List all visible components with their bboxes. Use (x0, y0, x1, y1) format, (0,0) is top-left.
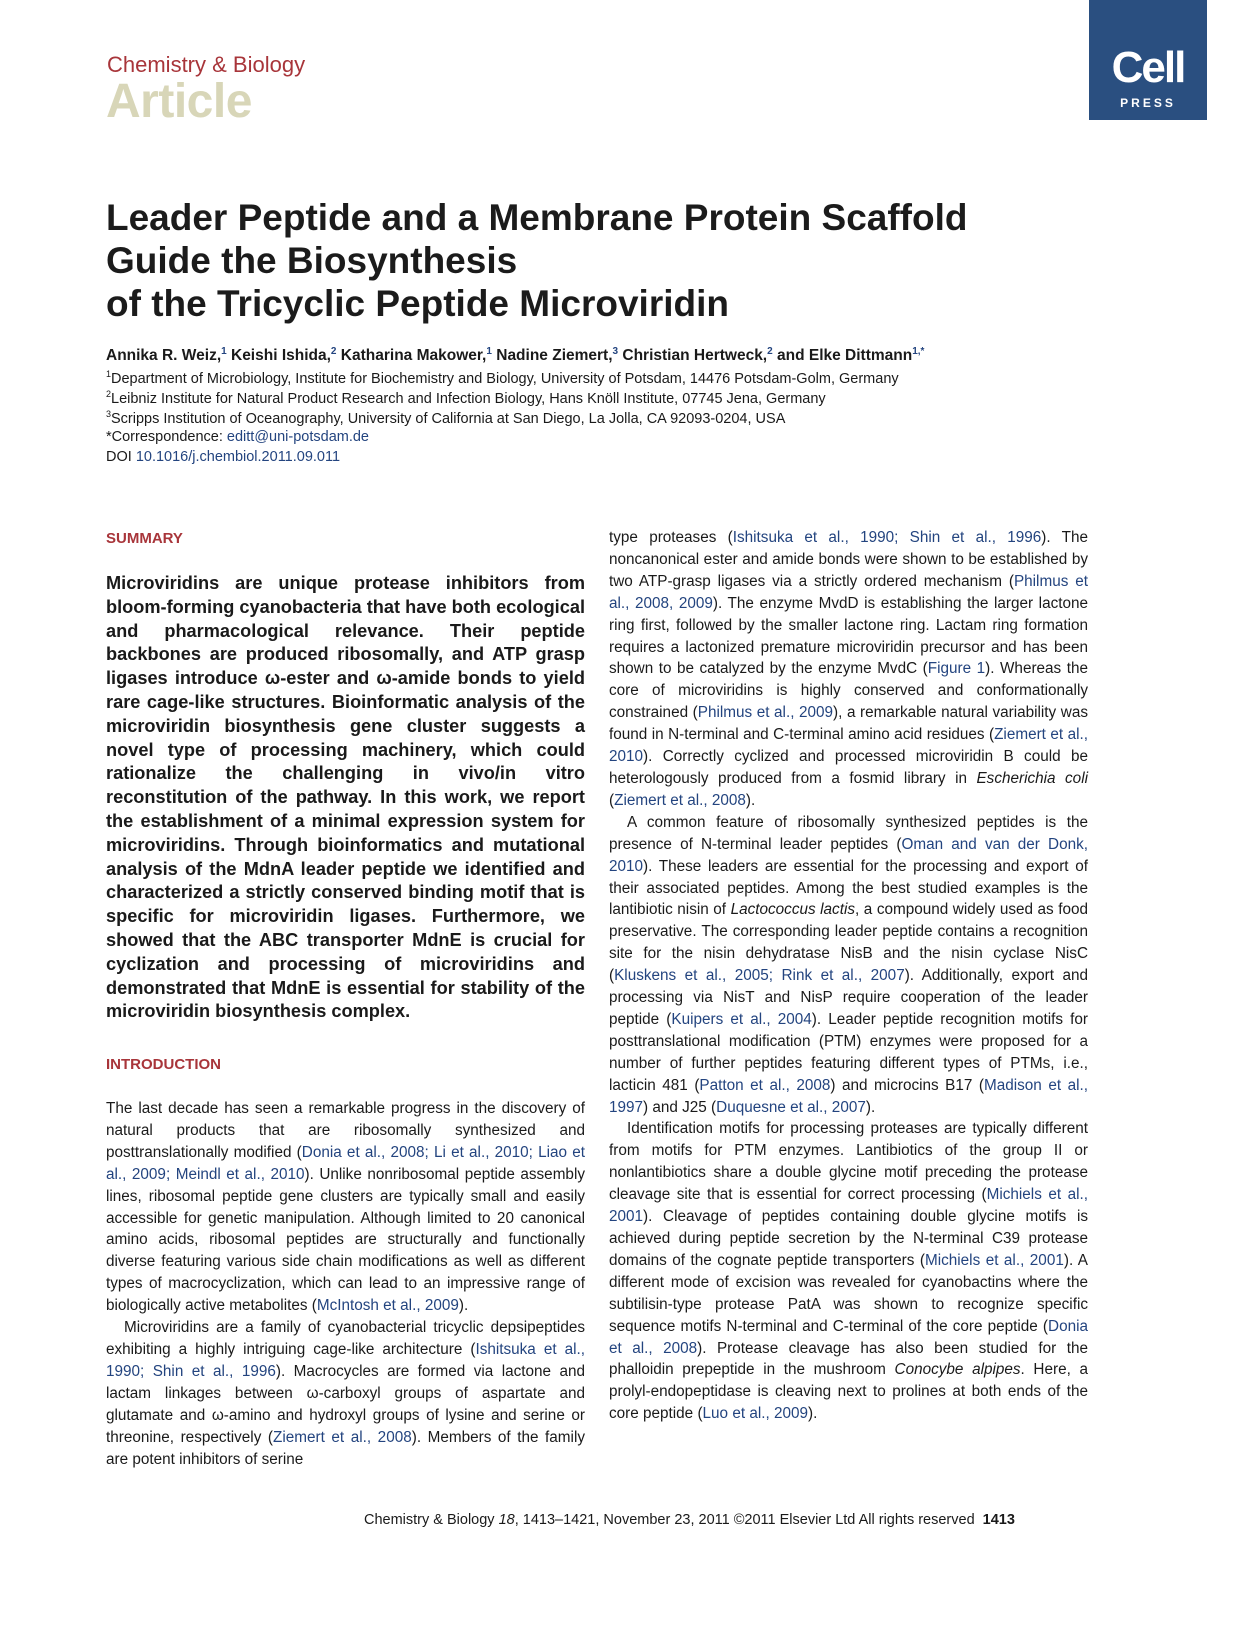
summary-heading: SUMMARY (106, 530, 183, 547)
italic-text: Lactococcus lactis (730, 901, 856, 919)
paragraph-text: ). Unlike nonribosomal peptide assembly lines, ribosomal peptide gene clusters are typically small and easily accessible for genetic manipulation. Although limited to 20 canonical amino acids, ribosomal peptides are structurally and functionally diverse featuring various side chain modifications as well as different types of macrocyclization, which can lead to an impressive range of biologically active metabolites ( (106, 1165, 585, 1315)
author-name: Katharina Makower, (336, 347, 487, 365)
citation-link[interactable]: Philmus et al., 2009 (697, 704, 834, 722)
page-number: 1413 (982, 1512, 1015, 1528)
citation-link[interactable]: Patton et al., 2008 (699, 1076, 831, 1094)
paragraph-text: The last decade has seen a remarkable progress in the discovery of natural products that are ribosomally synthesized and posttranslationally modified ( (106, 1100, 585, 1161)
paragraph-text: Identification motifs for processing proteases are typically different from motifs for PTM enzymes. Lantibiotics of the group II or nonlantibiotics share a double glycine motif preceding the protease cleavage site that is essential for correct processing ( (609, 1120, 1088, 1204)
author-affil-ref[interactable]: 1 (221, 346, 227, 357)
article-title (106, 196, 1116, 325)
paragraph-text: ). Leader peptide recognition motifs for posttranslational modification (PTM) enzymes were proposed for a number of further peptides featuring different types of PTMs, i.e., lacticin 481 ( (609, 1010, 1088, 1094)
affiliation: $^1$Department of Microbiology, Institute for Biochemistry and Biology, University of Potsdam, 14476 Potsdam-Golm, Germany (106, 369, 899, 387)
paragraph-text: ). Correctly cyclized and processed microviridin B could be heterologously produced from a fosmid library in (609, 748, 1088, 787)
paragraph-text: ). Whereas the core of microviridins is highly conserved and conformationally constrained ( (609, 660, 1088, 722)
logo-subtext: PRESS (1120, 96, 1176, 110)
correspondence: *Correspondence: editt@uni-potsdam.de (106, 429, 369, 445)
title-line: of the Tricyclic Peptide Microviridin (106, 283, 729, 324)
citation-link[interactable]: Figure 1 (927, 660, 986, 678)
paragraph-text: A common feature of ribosomally synthesized peptides is the presence of N-terminal leader peptides ( (609, 813, 1088, 853)
summary-text: Microviridins are unique protease inhibitors from bloom-forming cyanobacteria that have both ecological and pharmacological relevance. Their peptide backbones are produced ribosomally, and ATP grasp ligases introduce ω-ester and ω-amide bonds to yield rare cage-like structures. Bioinformatic analysis of the microviridin biosynthesis gene cluster suggests a novel type of processing machinery, which could rationalize the challenging in vivo/in vitro reconstitution of the pathway. In this work, we report the establishment of a minimal expression system for microviridins. Through bioinformatics and mutational analysis of the MdnA leader peptide we identified and characterized a strictly conserved binding motif that is specific for microviridin ligases. Furthermore, we showed that the ABC transporter MdnE is crucial for cyclization and processing of microviridins and demonstrated that MdnE is essential for stability of the microviridin biosynthesis complex. (106, 573, 586, 1022)
introduction-heading: INTRODUCTION (106, 1056, 221, 1073)
citation-link[interactable]: Duquesne et al., 2007 (716, 1098, 866, 1116)
doi: DOI 10.1016/j.chembiol.2011.09.011 (106, 449, 341, 465)
paragraph-text: ). Protease cleavage has also been studied for the phalloidin prepeptide in the mushroom (609, 1339, 1088, 1379)
paragraph-text: ). Members of the family are potent inhibitors of serine (106, 1428, 585, 1468)
citation-link[interactable]: Ishitsuka et al., 1990; Shin et al., 1996 (732, 529, 1042, 546)
title-line: Guide the Biosynthesis (106, 240, 518, 281)
italic-text: Conocybe alpipes (894, 1361, 1021, 1379)
paragraph-text: ). A different mode of excision was revealed for cyanobactins where the subtilisin-type protease PatA was shown to recognize specific sequence motifs N-terminal and C-terminal of the core peptide ( (609, 1251, 1089, 1335)
author-list (106, 346, 1146, 365)
correspondence-email-link[interactable]: editt@uni-potsdam.de (226, 429, 369, 445)
affiliation: $^3$Scripps Institution of Oceanography, University of California at San Diego, La Jolla, CA 92093-0204, USA (106, 409, 786, 427)
citation-link[interactable]: Michiels et al., 2001 (924, 1251, 1064, 1269)
paragraph-text: ). The noncanonical ester and amide bonds were shown to be established by two ATP-grasp ligases via a strictly ordered mechanism ( (609, 529, 1088, 590)
author-affil-ref[interactable]: 2 (330, 346, 337, 357)
affiliation: $^2$Leibniz Institute for Natural Product Research and Infection Biology, Hans Knöll Institute, 07745 Jena, Germany (106, 389, 826, 407)
author-affil-ref[interactable]: 1 (486, 346, 492, 357)
citation-link[interactable]: Donia et al., 2008 (609, 1317, 1088, 1357)
author-affil-ref[interactable]: 3 (612, 346, 619, 357)
paragraph-text: type proteases ( (609, 529, 733, 546)
paragraph-text: ). Cleavage of peptides containing double glycine motifs is achieved during peptide secretion by the N-terminal C39 protease domains of the cognate peptide transporters ( (609, 1208, 1088, 1269)
author-affil-ref[interactable]: 2 (767, 346, 773, 357)
paragraph-text: , a compound widely used as food preservative. The corresponding leader peptide contains a recognition site for the nisin dehydratase NisB and the nisin cyclase NisC ( (609, 901, 1088, 985)
italic-text: Escherichia coli (976, 769, 1088, 787)
paragraph-text: ). (865, 1098, 876, 1116)
citation-link[interactable]: Ziemert et al., 2010 (609, 726, 1088, 766)
body-paragraph (609, 527, 1088, 812)
body-paragraph (609, 1118, 1088, 1425)
author-affil-ref[interactable]: 1,* (912, 346, 925, 357)
citation-link[interactable]: Michiels et al., 2001 (609, 1186, 1088, 1226)
paragraph-text: ) and J25 ( (643, 1098, 717, 1116)
citation-link[interactable]: Madison et al., 1997 (609, 1076, 1089, 1116)
journal-name: Chemistry & Biology (107, 52, 306, 77)
paragraph-text: ). The enzyme MvdD is establishing the larger lactone ring first, followed by the smaller lactone ring. Lactam ring formation requires a lactonized premature microviridin precursor and has been shown to be catalyzed by the enzyme MvdC ( (609, 594, 1089, 678)
paragraph-text: ), a remarkable natural variability was found in N-terminal and C-terminal amino acid residues ( (609, 704, 1088, 744)
paragraph-text: ) and microcins B17 ( (830, 1076, 984, 1094)
body-paragraph (106, 1098, 585, 1317)
citation-link[interactable]: Kuipers et al., 2004 (671, 1010, 812, 1028)
citation-link[interactable]: Donia et al., 2008; Li et al., 2010; Liao et al., 2009; Meindl et al., 2010 (106, 1143, 586, 1183)
title-line: Leader Peptide and a Membrane Protein Scaffold (106, 197, 968, 238)
page-footer: Chemistry & Biology 18, 1413–1421, November 23, 2011 ©2011 Elsevier Ltd All rights reserved 1413 (364, 1512, 1015, 1528)
citation-link[interactable]: Ishitsuka et al., 1990; Shin et al., 1996 (106, 1340, 585, 1380)
paragraph-text: ). (745, 791, 756, 809)
right-column-body (609, 527, 1088, 1425)
paragraph-text: Microviridins are a family of cyanobacterial tricyclic depsipeptides exhibiting a highly intriguing cage-like architecture ( (106, 1319, 585, 1358)
body-paragraph (609, 812, 1088, 1119)
author-name: Keishi Ishida, (226, 347, 331, 365)
author-name: Christian Hertweck, (618, 347, 768, 365)
author-name: Nadine Ziemert, (491, 347, 613, 365)
logo-wordmark: Cell (1111, 43, 1185, 92)
paragraph-text: . Here, a prolyl-endopeptidase is cleaving next to prolines at both ends of the core peptide ( (609, 1361, 1088, 1423)
paragraph-text: ). (808, 1405, 818, 1423)
paragraph-text: ). Macrocycles are formed via lactone and lactam linkages between ω-carboxyl groups of aspartate and glutamate and ω-amino and hydroxyl groups of lysine and serine or threonine, respectively ( (106, 1362, 586, 1446)
author-name: Annika R. Weiz, (106, 347, 222, 365)
paragraph-text: ). (458, 1297, 469, 1315)
left-column-body (106, 1098, 585, 1470)
paragraph-text: ). Additionally, export and processing via NisT and NisP require cooperation of the leader peptide ( (609, 967, 1088, 1028)
article-type-label: Article (106, 75, 252, 128)
citation-link[interactable]: McIntosh et al., 2009 (316, 1297, 459, 1315)
body-paragraph (106, 1317, 585, 1470)
citation-link[interactable]: Philmus et al., 2008, 2009 (609, 572, 1088, 612)
citation-link[interactable]: Ziemert et al., 2008 (614, 791, 746, 809)
citation-link[interactable]: Oman and van der Donk, 2010 (609, 835, 1088, 875)
citation-link[interactable]: Ziemert et al., 2008 (273, 1428, 412, 1446)
paragraph-text: ). These leaders are essential for the processing and export of their associated peptides. Among the best studied examples is the lantibiotic nisin of (609, 857, 1088, 919)
citation-link[interactable]: Kluskens et al., 2005; Rink et al., 2007 (614, 967, 905, 985)
cell-press-logo[interactable] (1089, 0, 1207, 120)
paragraph-text: ( (609, 791, 615, 809)
citation-link[interactable]: Luo et al., 2009 (702, 1405, 809, 1423)
author-name: and Elke Dittmann (772, 347, 913, 365)
doi-link[interactable]: 10.1016/j.chembiol.2011.09.011 (135, 449, 341, 465)
